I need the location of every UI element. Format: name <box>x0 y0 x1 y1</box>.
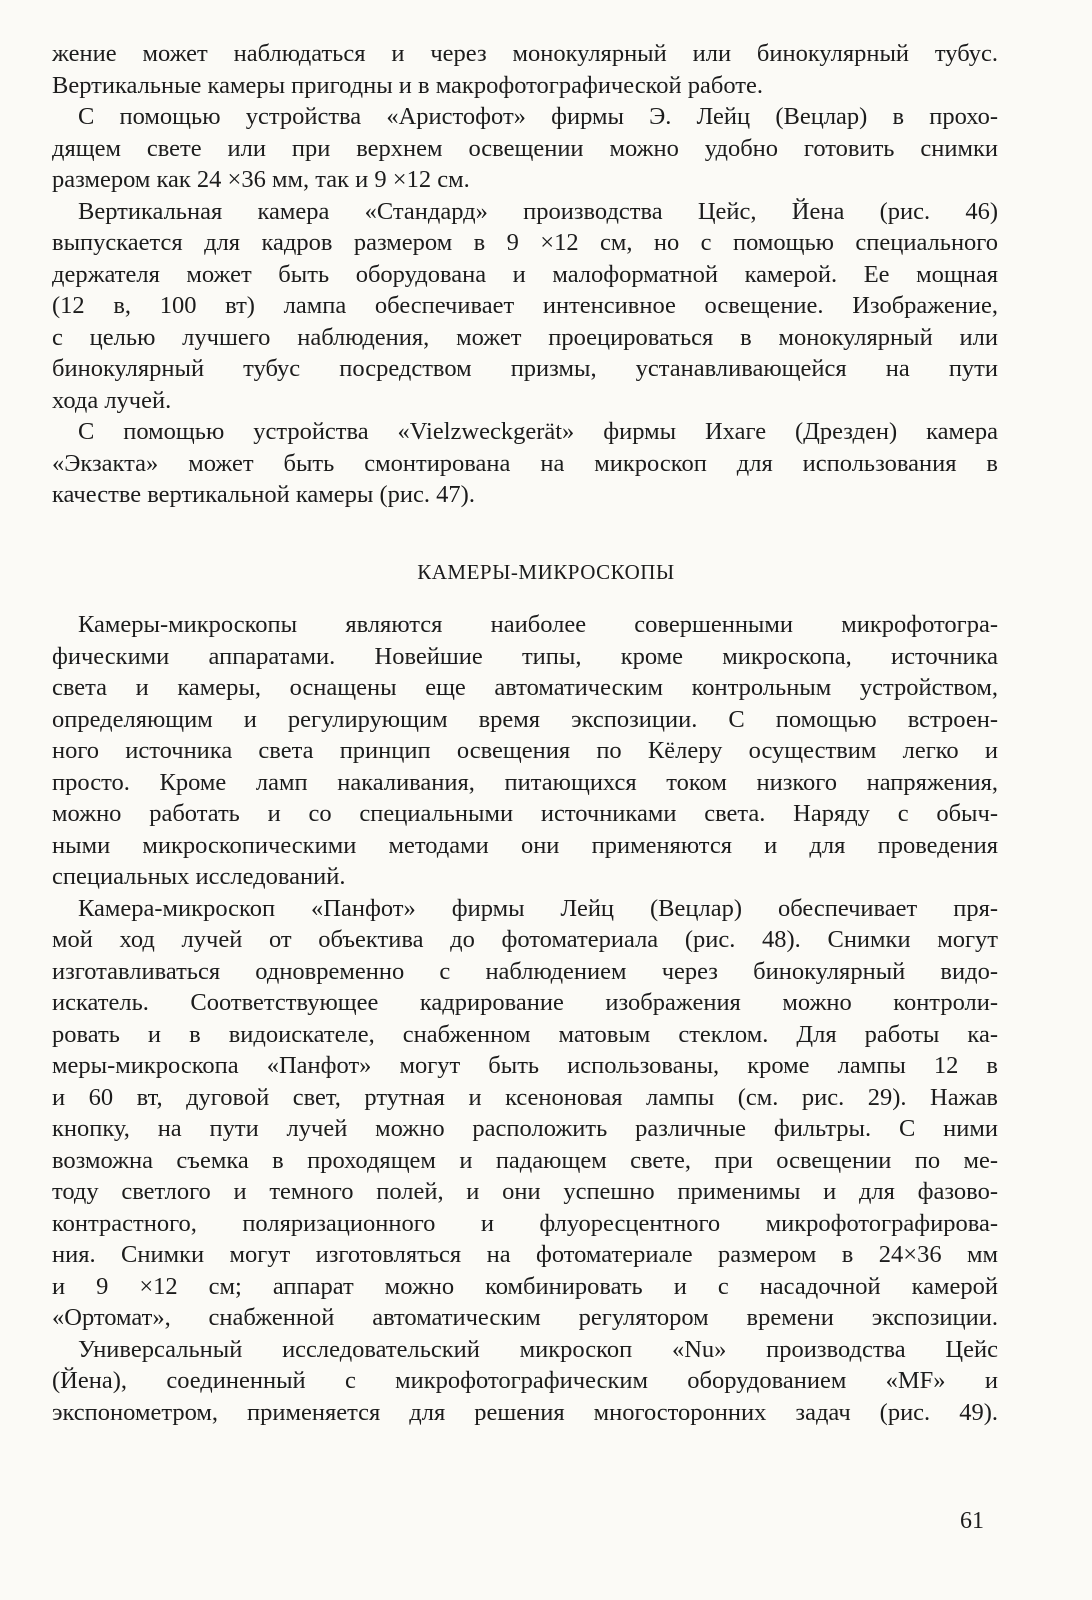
text-line: ными микроскопическими методами они применяются и для проведения <box>52 831 998 859</box>
text-line: фическими аппаратами. Новейшие типы, кроме микроскопа, источника <box>52 642 998 670</box>
text-line: «Экзакта» может быть смонтирована на микроскоп для использования в <box>52 449 998 477</box>
text-line: Камеры-микроскопы являются наиболее совершенными микрофотогра- <box>78 611 998 638</box>
text-line: определяющим и регулирующим время экспозиции. С помощью встроен- <box>52 705 998 733</box>
text-line: возможна съемка в проходящем и падающем свете, при освещении по ме- <box>52 1146 998 1174</box>
text-line: ния. Снимки могут изготовляться на фотоматериале размером в 24×36 мм <box>52 1241 998 1268</box>
text-line: кнопку, на пути лучей можно расположить различные фильтры. С ними <box>52 1115 998 1142</box>
text-line: искатель. Соответствующее кадрирование изображения можно контроли- <box>52 989 998 1016</box>
text-line: Вертикальные камеры пригодны и в макрофотографической работе. <box>52 71 763 99</box>
text-line: контрастного, поляризационного и флуоресцентного микрофотографирова- <box>52 1209 998 1237</box>
text-line: жение может наблюдаться и через монокулярный или бинокулярный тубус. <box>52 40 998 67</box>
text-line: С помощью устройства «Аристофот» фирмы Э. Лейц (Вецлар) в прохо- <box>78 103 998 130</box>
text-line: (12 в, 100 вт) лампа обеспечивает интенсивное освещение. Изображение, <box>52 292 998 319</box>
section-heading: КАМЕРЫ-МИКРОСКОПЫ <box>417 560 675 584</box>
text-line: ровать и в видоискателе, снабженном матовым стеклом. Для работы ка- <box>52 1020 998 1048</box>
text-line: экспонометром, применяется для решения многосторонних задач (рис. 49). <box>52 1398 998 1426</box>
text-line: Универсальный исследовательский микроскоп «Nu» производства Цейс <box>78 1335 998 1363</box>
text-line: бинокулярный тубус посредством призмы, устанавливающейся на пути <box>52 355 998 382</box>
text-line: качестве вертикальной камеры (рис. 47). <box>52 481 475 508</box>
page-number: 61 <box>960 1508 984 1534</box>
text-line: меры-микроскопа «Панфот» могут быть использованы, кроме лампы 12 в <box>52 1052 998 1079</box>
text-line: выпускается для кадров размером в 9 ×12 см, но с помощью специального <box>52 229 998 256</box>
text-line: и 9 ×12 см; аппарат можно комбинировать и с насадочной камерой <box>52 1272 998 1300</box>
text-line: ного источника света принцип освещения по Кёлеру осуществим легко и <box>52 737 998 764</box>
text-block-lower <box>52 609 998 1428</box>
text-line: хода лучей. <box>52 386 172 414</box>
text-block-upper <box>52 38 998 511</box>
text-line: дящем свете или при верхнем освещении можно удобно готовить снимки <box>52 134 998 162</box>
text-line: держателя может быть оборудована и малоформатной камерой. Ее мощная <box>52 260 998 288</box>
text-line: с целью лучшего наблюдения, может проецироваться в монокулярный или <box>52 323 998 351</box>
text-line: Камера-микроскоп «Панфот» фирмы Лейц (Вецлар) обеспечивает пря- <box>78 894 998 922</box>
text-line: специальных исследований. <box>52 863 346 890</box>
text-line: просто. Кроме ламп накаливания, питающихся током низкого напряжения, <box>52 768 998 796</box>
text-line: и 60 вт, дуговой свет, ртутная и ксеноновая лампы (см. рис. 29). Нажав <box>52 1083 998 1111</box>
text-line: (Йена), соединенный с микрофотографическим оборудованием «MF» и <box>52 1367 998 1394</box>
text-line: размером как 24 ×36 мм, так и 9 ×12 см. <box>52 166 470 193</box>
text-line: «Ортомат», снабженной автоматическим регулятором времени экспозиции. <box>52 1304 998 1331</box>
text-line: можно работать и со специальными источниками света. Наряду с обыч- <box>52 800 998 827</box>
text-line: света и камеры, оснащены еще автоматическим контрольным устройством, <box>52 674 998 701</box>
text-line: изготавливаться одновременно с наблюдением через бинокулярный видо- <box>52 957 998 985</box>
text-line: тоду светлого и темного полей, и они успешно применимы и для фазово- <box>52 1178 998 1205</box>
text-line: мой ход лучей от объектива до фотоматериала (рис. 48). Снимки могут <box>52 926 998 953</box>
text-line: С помощью устройства «Vielzweckgerät» фирмы Ихаге (Дрезден) камера <box>78 418 998 445</box>
text-line: Вертикальная камера «Стандард» производства Цейс, Йена (рис. 46) <box>78 197 998 225</box>
